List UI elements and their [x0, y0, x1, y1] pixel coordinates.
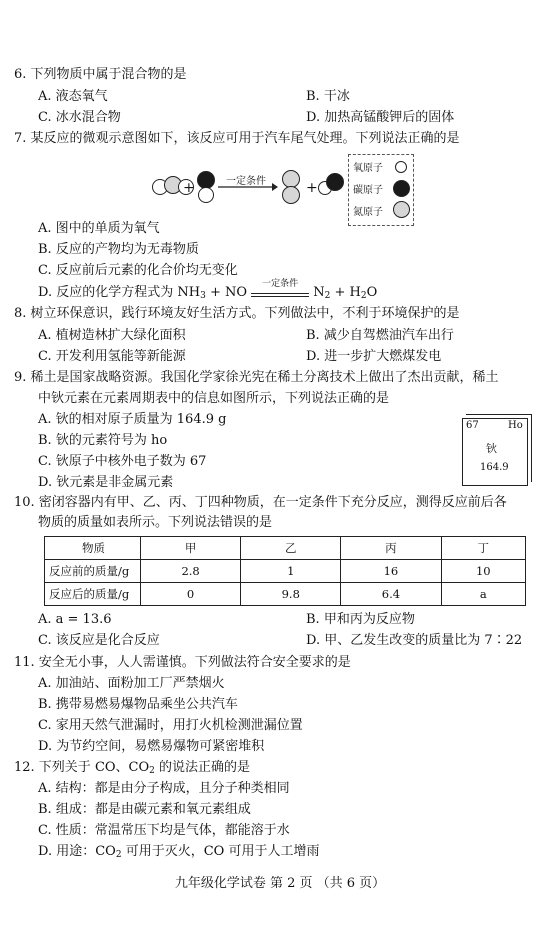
table-row: [45, 583, 526, 606]
q12-option-b: B. 组成：都是由碳元素和氧元素组成: [38, 802, 251, 817]
q9-option-a: A. 钬的相对原子质量为 164.9 g: [38, 412, 227, 427]
q8-option-d: D. 进一步扩大燃煤发电: [306, 349, 442, 364]
q10-option-c: C. 该反应是化合反应: [38, 633, 160, 648]
reaction-condition: 一定条件: [226, 176, 266, 187]
table-header-cell: 物质: [45, 537, 141, 560]
equation-prefix: D. 反应的化学方程式为 NH: [38, 285, 201, 300]
oxygen-atom-icon: [395, 161, 407, 173]
subscript: 2: [149, 766, 155, 776]
equation-mid: + NO: [205, 285, 252, 300]
q6-option-a: A. 液态氧气: [38, 89, 108, 104]
q12-stem-prefix: 12. 下列关于 CO、CO: [14, 760, 150, 775]
subscript: 3: [200, 291, 206, 301]
q9-option-c: C. 钬原子中核外电子数为 67: [38, 454, 207, 469]
equation-condition: 一定条件: [262, 279, 299, 289]
table-row: [45, 560, 526, 583]
table-cell: 反应前的质量/g: [45, 560, 141, 583]
atomic-mass: 164.9: [480, 462, 509, 473]
q7-option-b: B. 反应的产物均为无毒物质: [38, 242, 199, 257]
q8-option-b: B. 减少自驾燃油汽车出行: [306, 328, 454, 343]
table-cell: 0: [141, 583, 241, 606]
q12-d-prefix: D. 用途：CO: [38, 844, 116, 859]
mass-table: [44, 536, 526, 606]
table-header-cell: 丁: [441, 537, 525, 560]
q9-option-d: D. 钬元素是非金属元素: [38, 475, 174, 490]
table-header-cell: 丙: [341, 537, 441, 560]
q10-option-a: A. a = 13.6: [38, 612, 112, 627]
carbon-atom-icon: [393, 180, 410, 197]
q12-stem-suffix: 的说法正确的是: [154, 760, 251, 775]
q8-option-a: A. 植树造林扩大绿化面积: [38, 328, 186, 343]
q9-option-b: B. 钬的元素符号为 ho: [38, 433, 168, 448]
subscript: 2: [324, 291, 331, 301]
q10-option-d: D. 甲、乙发生改变的质量比为 7∶22: [306, 633, 523, 648]
equation-o: O: [366, 285, 378, 300]
q11-stem: 11. 安全无小事，人人需谨慎。下列做法符合安全要求的是: [14, 655, 351, 670]
atom-legend: [348, 154, 414, 226]
plus-sign: +: [306, 180, 318, 196]
q9-stem-line1: 9. 稀土是国家战略资源。我国化学家徐光宪在稀土分离技术上做出了杰出贡献，稀土: [14, 370, 499, 385]
q11-option-c: C. 家用天然气泄漏时，用打火机检测泄漏位置: [38, 718, 303, 733]
q9-stem-line2: 中钬元素在元素周期表中的信息如图所示，下列说法正确的是: [38, 391, 390, 406]
plus-sign: +: [183, 180, 195, 196]
table-cell: 1: [241, 560, 341, 583]
q12-stem: [14, 759, 250, 780]
page-footer: 九年级化学试卷 第 2 页 （共 6 页）: [174, 876, 386, 891]
legend-nitrogen-label: 氮原子: [353, 207, 383, 218]
q7-option-a: A. 图中的单质为氧气: [38, 221, 160, 236]
equation-arrow: [251, 279, 309, 302]
q11-option-b: B. 携带易燃易爆物品乘坐公共汽车: [38, 697, 238, 712]
element-name: 钬: [486, 442, 497, 455]
q8-option-c: C. 开发利用氢能等新能源: [38, 349, 186, 364]
legend-carbon-label: 碳原子: [353, 185, 383, 196]
equals-bar-bottom: [251, 296, 309, 297]
nitrogen-atom-icon: [393, 201, 410, 218]
q7-stem: 7. 某反应的微观示意图如下，该反应可用于汽车尾气处理。下列说法正确的是: [14, 131, 460, 146]
nitrogen-atom: [282, 186, 300, 204]
legend-oxygen-label: 氧原子: [353, 163, 383, 174]
q12-option-a: A. 结构：都是由分子构成，且分子种类相同: [38, 781, 290, 796]
table-header-cell: 乙: [241, 537, 341, 560]
q10-stem-line1: 10. 密闭容器内有甲、乙、丙、丁四种物质，在一定条件下充分反应，测得反应前后各: [14, 495, 507, 510]
table-cell: 16: [341, 560, 441, 583]
table-cell: 6.4: [341, 583, 441, 606]
atomic-number: 67: [466, 420, 479, 431]
table-cell: 2.8: [141, 560, 241, 583]
subscript: 2: [115, 850, 122, 860]
q11-option-d: D. 为节约空间，易燃易爆物可紧密堆积: [38, 739, 265, 754]
q7-option-d: [38, 279, 378, 305]
element-symbol: Ho: [508, 420, 523, 431]
table-cell: a: [441, 583, 525, 606]
q7-option-c: C. 反应前后元素的化合价均无变化: [38, 263, 238, 278]
q8-stem: 8. 树立环保意识，践行环境友好生活方式。下列做法中，不利于环境保护的是: [14, 306, 460, 321]
q10-stem-line2: 物质的质量如表所示。下列说法错误的是: [38, 515, 273, 530]
subscript: 2: [360, 291, 367, 301]
table-cell: 10: [441, 560, 525, 583]
q6-option-b: B. 干冰: [306, 89, 350, 104]
q11-option-a: A. 加油站、面粉加工厂严禁烟火: [38, 676, 225, 691]
q6-option-c: C. 冰水混合物: [38, 110, 121, 125]
q10-option-b: B. 甲和丙为反应物: [306, 612, 415, 627]
table-header-row: [45, 537, 526, 560]
table-header-cell: 甲: [141, 537, 241, 560]
q12-option-d: [38, 843, 319, 864]
carbon-atom: [326, 173, 344, 191]
table-cell: 反应后的质量/g: [45, 583, 141, 606]
table-cell: 9.8: [241, 583, 341, 606]
q6-option-d: D. 加热高锰酸钾后的固体: [306, 110, 455, 125]
equals-bar-top: [251, 293, 309, 294]
q6-stem: 6. 下列物质中属于混合物的是: [14, 67, 187, 82]
oxygen-atom: [198, 187, 214, 203]
q12-d-suffix: 可用于灭火，CO 可用于人工增雨: [121, 844, 320, 859]
equation-end: + H: [330, 285, 361, 300]
q12-option-c: C. 性质：常温常压下均是气体，都能溶于水: [38, 823, 290, 838]
arrow-icon: [218, 182, 278, 192]
equation-n: N: [309, 285, 325, 300]
